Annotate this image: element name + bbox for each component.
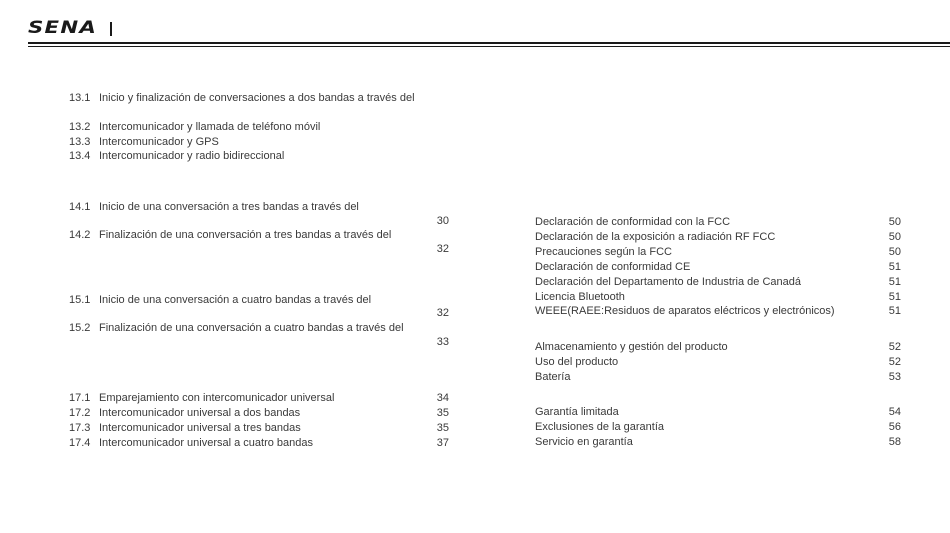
toc-page-15-1: 32 bbox=[436, 307, 449, 319]
header-rule-thin bbox=[28, 46, 950, 47]
toc-page: 52 bbox=[888, 341, 901, 353]
toc-entry-fcc-rf-exposure[interactable]: Declaración de la exposición a radiación RF FCC bbox=[535, 231, 776, 243]
toc-page: 51 bbox=[888, 305, 901, 317]
entry-title: Intercomunicador y llamada de teléfono móvil bbox=[99, 121, 321, 133]
entry-title: Inicio y finalización de conversaciones a dos bandas a través del bbox=[99, 92, 415, 104]
toc-page-15-2: 33 bbox=[436, 336, 449, 348]
entry-title: Intercomunicador universal a dos bandas bbox=[99, 407, 301, 419]
toc-entry-warranty-exclusions[interactable]: Exclusiones de la garantía bbox=[535, 421, 665, 433]
toc-entry-13-2[interactable] bbox=[69, 120, 320, 134]
header-rule-thick bbox=[28, 42, 950, 44]
entry-title: Intercomunicador universal a tres bandas bbox=[99, 422, 301, 434]
section-number: 14.2 bbox=[69, 229, 91, 241]
toc-entry-14-1[interactable] bbox=[69, 200, 359, 214]
logo-divider bbox=[110, 22, 112, 36]
toc-entry-13-3[interactable] bbox=[69, 135, 219, 149]
section-number: 15.2 bbox=[69, 322, 91, 334]
entry-title: Inicio de una conversación a cuatro bandas a través del bbox=[99, 294, 372, 306]
section-number: 14.1 bbox=[69, 201, 91, 213]
toc-entry-product-use[interactable]: Uso del producto bbox=[535, 356, 619, 368]
entry-title: Finalización de una conversación a tres bandas a través del bbox=[99, 229, 392, 241]
toc-page: 50 bbox=[888, 231, 901, 243]
toc-page-14-1: 30 bbox=[436, 215, 449, 227]
toc-entry-warranty-service[interactable]: Servicio en garantía bbox=[535, 436, 633, 448]
toc-entry-17-1[interactable] bbox=[69, 391, 334, 405]
section-number: 13.4 bbox=[69, 150, 91, 162]
toc-page-17-3: 35 bbox=[436, 422, 449, 434]
toc-entry-17-2[interactable] bbox=[69, 406, 300, 420]
section-number: 13.2 bbox=[69, 121, 91, 133]
toc-page: 51 bbox=[888, 261, 901, 273]
entry-title: Intercomunicador y radio bidireccional bbox=[99, 150, 285, 162]
toc-page-17-4: 37 bbox=[436, 437, 449, 449]
toc-page: 53 bbox=[888, 371, 901, 383]
toc-entry-15-1[interactable] bbox=[69, 293, 371, 307]
toc-entry-battery[interactable]: Batería bbox=[535, 371, 571, 383]
entry-title: Inicio de una conversación a tres bandas a través del bbox=[99, 201, 359, 213]
toc-entry-fcc-precautions[interactable]: Precauciones según la FCC bbox=[535, 246, 672, 258]
page-header bbox=[0, 0, 950, 50]
toc-page-17-2: 35 bbox=[436, 407, 449, 419]
toc-page: 52 bbox=[888, 356, 901, 368]
entry-title: Intercomunicador universal a cuatro bandas bbox=[99, 437, 314, 449]
toc-page: 51 bbox=[888, 291, 901, 303]
toc-entry-limited-warranty[interactable]: Garantía limitada bbox=[535, 406, 619, 418]
toc-entry-14-2[interactable] bbox=[69, 228, 391, 242]
toc-page-14-2: 32 bbox=[436, 243, 449, 255]
toc-entry-17-4[interactable] bbox=[69, 436, 313, 450]
section-number: 13.1 bbox=[69, 92, 91, 104]
section-number: 13.3 bbox=[69, 136, 91, 148]
toc-page: 58 bbox=[888, 436, 901, 448]
toc-entry-weee[interactable]: WEEE(RAEE:Residuos de aparatos eléctricos y electrónicos) bbox=[535, 305, 835, 317]
entry-title: Intercomunicador y GPS bbox=[99, 136, 219, 148]
toc-page: 54 bbox=[888, 406, 901, 418]
toc-entry-storage[interactable]: Almacenamiento y gestión del producto bbox=[535, 341, 728, 353]
section-number: 17.3 bbox=[69, 422, 91, 434]
toc-entry-13-4[interactable] bbox=[69, 149, 284, 163]
toc-page-17-1: 34 bbox=[436, 392, 449, 404]
section-number: 17.4 bbox=[69, 437, 91, 449]
toc-page: 51 bbox=[888, 276, 901, 288]
toc-entry-17-3[interactable] bbox=[69, 421, 301, 435]
sena-logo: SENA bbox=[28, 18, 98, 38]
entry-title: Emparejamiento con intercomunicador universal bbox=[99, 392, 335, 404]
toc-entry-15-2[interactable] bbox=[69, 321, 404, 335]
entry-title: Finalización de una conversación a cuatro bandas a través del bbox=[99, 322, 404, 334]
toc-entry-ce-conformity[interactable]: Declaración de conformidad CE bbox=[535, 261, 691, 273]
toc-page: 50 bbox=[888, 246, 901, 258]
section-number: 17.2 bbox=[69, 407, 91, 419]
toc-entry-fcc-conformity[interactable]: Declaración de conformidad con la FCC bbox=[535, 216, 731, 228]
toc-entry-industry-canada[interactable]: Declaración del Departamento de Industria de Canadá bbox=[535, 276, 801, 288]
section-number: 17.1 bbox=[69, 392, 91, 404]
toc-entry-bluetooth-license[interactable]: Licencia Bluetooth bbox=[535, 291, 625, 303]
toc-entry-13-1[interactable] bbox=[69, 91, 415, 105]
section-number: 15.1 bbox=[69, 294, 91, 306]
toc-page: 50 bbox=[888, 216, 901, 228]
toc-page: 56 bbox=[888, 421, 901, 433]
